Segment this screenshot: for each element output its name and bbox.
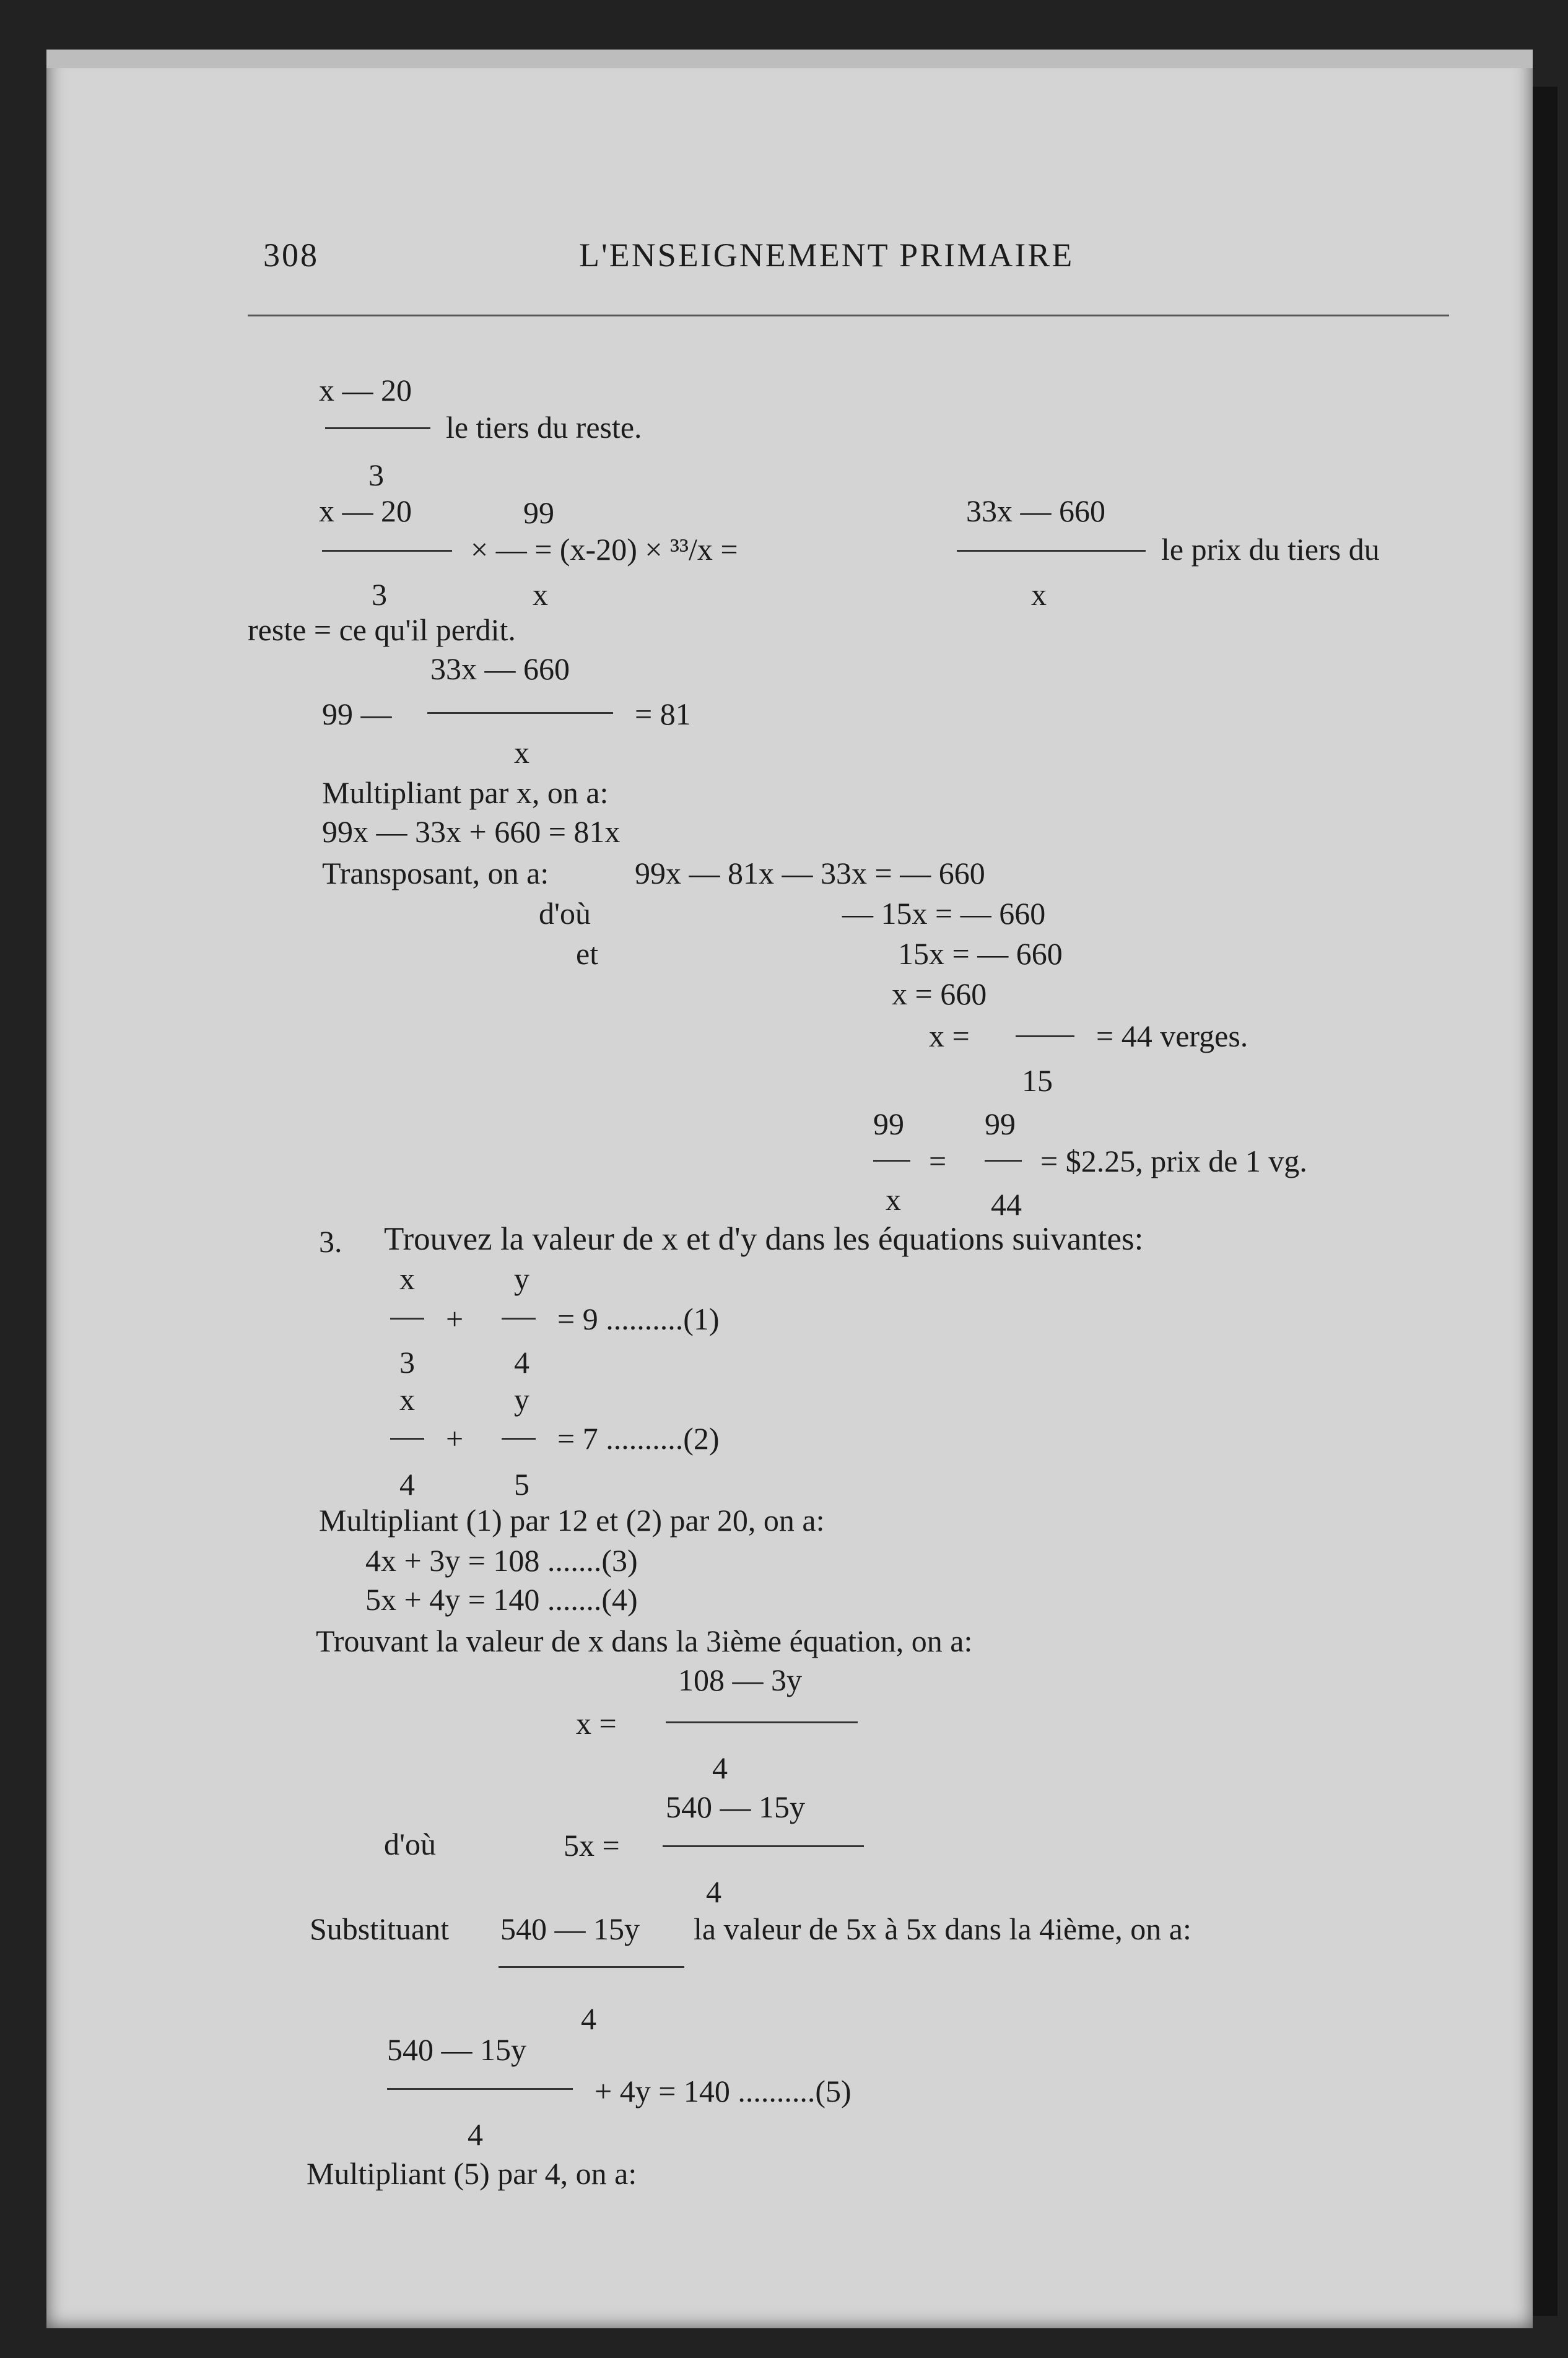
denominator: 5 (514, 1467, 529, 1502)
numerator-y: y (514, 1382, 529, 1417)
fraction-bar (985, 1160, 1022, 1162)
fraction-bar (1016, 1035, 1074, 1037)
problem-number: 3. (319, 1224, 342, 1259)
numerator-99: 99 (873, 1107, 904, 1141)
plus-sign: + (446, 1302, 464, 1336)
book-spine-shadow (1533, 87, 1557, 2316)
eq-right: = 81 (635, 697, 691, 731)
header-rule (248, 315, 1449, 316)
text-prix-du-tiers: le prix du tiers du (1161, 532, 1380, 567)
text-multipliant-last: Multipliant (5) par 4, on a: (307, 2156, 637, 2191)
fraction-bar (663, 1845, 864, 1847)
eq-left: x = (576, 1706, 617, 1741)
fraction-bar (322, 550, 452, 552)
line-x-minus-20: x — 20 (319, 373, 412, 407)
denominator: 4 (581, 2001, 596, 2036)
equals-sign: = (929, 1144, 947, 1178)
denominator: 4 (514, 1345, 529, 1380)
fraction-bar (427, 712, 613, 714)
denominator-15: 15 (1022, 1063, 1053, 1098)
numerator-x: x (399, 1382, 415, 1417)
page-top-edge (46, 50, 1533, 68)
fraction-bar (666, 1721, 858, 1723)
page-number: 308 (263, 237, 319, 274)
problem-statement: Trouvez la valeur de x et d'y dans les équations suivantes: (384, 1221, 1144, 1257)
denominator-x: x (886, 1182, 901, 1217)
numerator-x: x (399, 1261, 415, 1296)
text-dou: d'où (539, 896, 591, 931)
book-page (46, 50, 1533, 2328)
equation: — 15x = — 660 (842, 896, 1046, 931)
text-trouvant: Trouvant la valeur de x dans la 3ième équation, on a: (316, 1624, 973, 1658)
numerator: 33x — 660 (430, 651, 570, 686)
text-substituant: Substituant (310, 1912, 450, 1946)
denominator: 4 (399, 1467, 415, 1502)
denominator-3: 3 (368, 458, 384, 492)
equation-rhs: + 4y = 140 ..........(5) (595, 2074, 852, 2108)
numerator: x — 20 (319, 494, 412, 528)
text-reste: reste = ce qu'il perdit. (248, 612, 516, 647)
fraction-bar (390, 1438, 424, 1440)
running-title: L'ENSEIGNEMENT PRIMAIRE (579, 237, 1074, 274)
fraction-bar (502, 1318, 536, 1320)
fraction-bar (502, 1438, 536, 1440)
equation-rhs: = 7 ..........(2) (557, 1421, 720, 1456)
plus-sign: + (446, 1421, 464, 1456)
denominator: 4 (712, 1751, 728, 1785)
text-multipliant: Multipliant (1) par 12 et (2) par 20, on a: (319, 1503, 825, 1538)
equation: 99x — 33x + 660 = 81x (322, 814, 621, 849)
denominator: 4 (706, 1874, 721, 1909)
text-transposant: Transposant, on a: (322, 856, 549, 890)
denominator-44: 44 (991, 1187, 1022, 1222)
numerator: 540 — 15y (666, 1790, 805, 1824)
fraction-bar (387, 2088, 573, 2090)
numerator: 108 — 3y (678, 1663, 802, 1697)
text-dou: d'où (384, 1827, 437, 1861)
numerator-99: 99 (523, 495, 554, 530)
denominator: 3 (399, 1345, 415, 1380)
denominator-x: x (533, 577, 548, 612)
numerator: 540 — 15y (387, 2032, 526, 2067)
eq-left: 5x = (564, 1828, 620, 1863)
expression-middle: × — = (x-20) × ³³/x = (471, 532, 738, 567)
denominator: 3 (372, 577, 387, 612)
eq-left: x = (929, 1019, 970, 1053)
equation: 15x = — 660 (898, 936, 1063, 971)
denominator-x: x (1031, 577, 1047, 612)
fraction-bar (325, 427, 430, 429)
numerator-99: 99 (985, 1107, 1016, 1141)
equation-rhs: = 9 ..........(1) (557, 1302, 720, 1336)
equation: x = 660 (892, 977, 987, 1011)
denominator-x: x (514, 735, 529, 770)
numerator: 33x — 660 (966, 494, 1105, 528)
fraction-bar (499, 1966, 684, 1968)
equation-3: 4x + 3y = 108 .......(3) (365, 1543, 638, 1578)
text-substituant-rest: la valeur de 5x à 5x dans la 4ième, on a: (694, 1912, 1191, 1946)
text-multipliant: Multipliant par x, on a: (322, 775, 609, 810)
fraction-bar (390, 1318, 424, 1320)
fraction-bar (957, 550, 1146, 552)
numerator-y: y (514, 1261, 529, 1296)
text-et: et (576, 936, 599, 971)
equation: 99x — 81x — 33x = — 660 (635, 856, 985, 890)
denominator: 4 (468, 2117, 483, 2152)
eq-left: 99 — (322, 697, 392, 731)
eq-right: = 44 verges. (1096, 1019, 1248, 1053)
equation-4: 5x + 4y = 140 .......(4) (365, 1582, 638, 1617)
text-tiers-du-reste: le tiers du reste. (446, 410, 642, 445)
eq-right: = $2.25, prix de 1 vg. (1040, 1144, 1307, 1178)
inline-fraction: 540 — 15y (500, 1912, 640, 1946)
fraction-bar (873, 1160, 910, 1162)
